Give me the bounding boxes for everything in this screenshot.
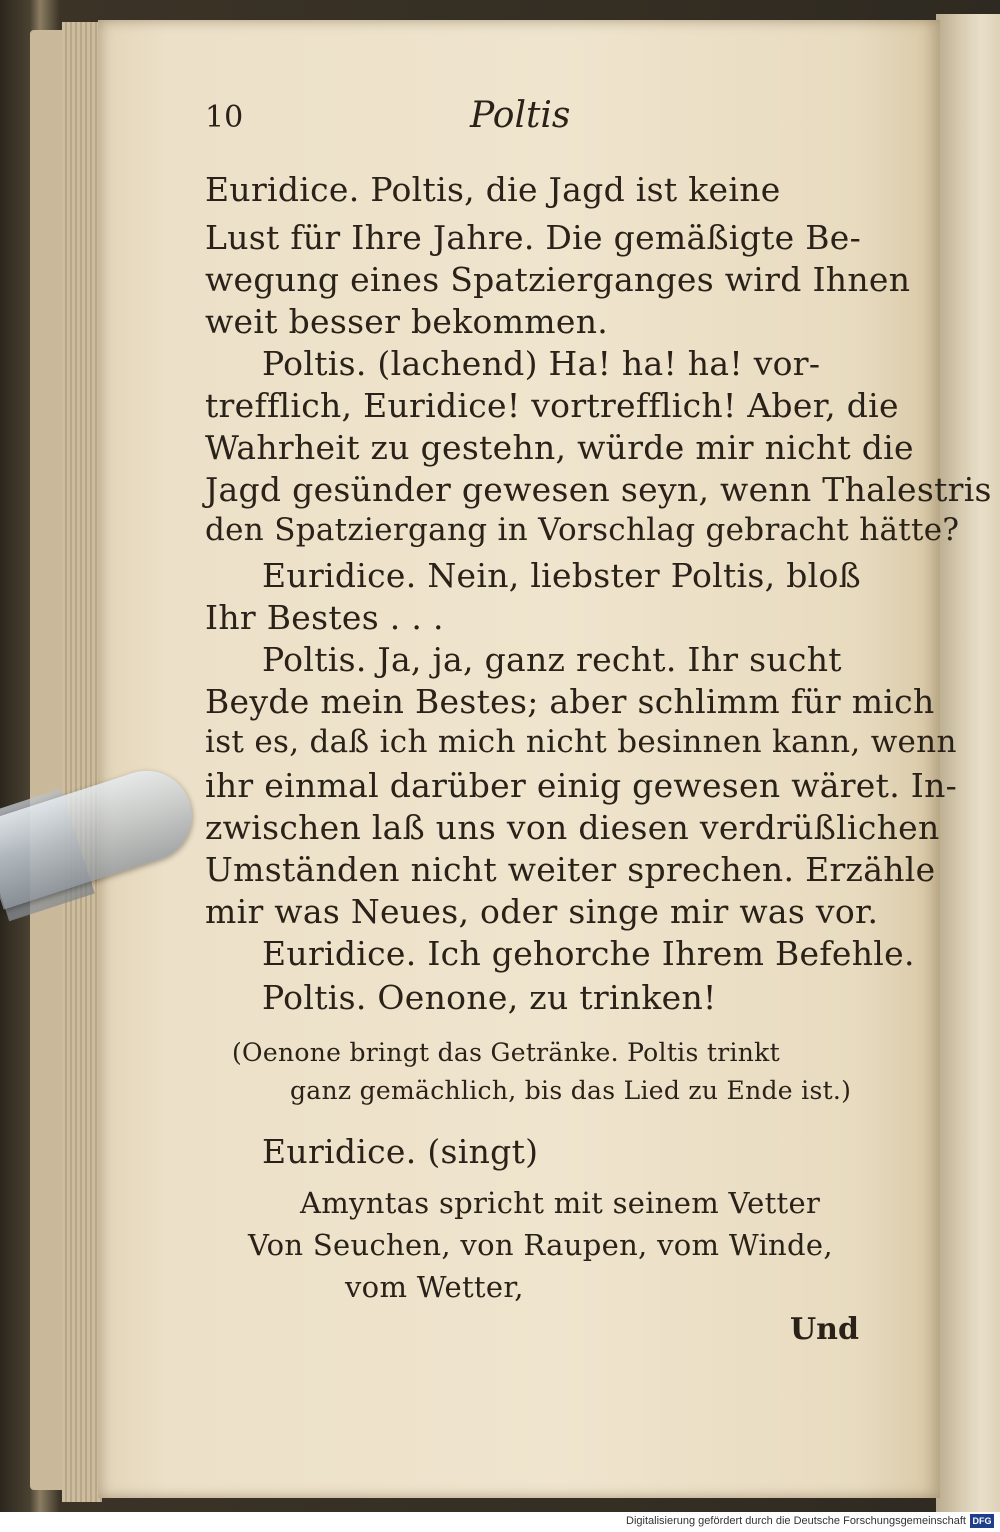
song-line: Amyntas spricht mit seinem Vetter [300,1186,821,1220]
text-line: Jagd gesünder gewesen seyn, wenn Thalestris [205,470,992,509]
stage-direction-line: (Oenone bringt das Getränke. Poltis trinkt [232,1038,780,1067]
text-line: wegung eines Spatzierganges wird Ihnen [205,260,911,299]
stage-direction-line: ganz gemächlich, bis das Lied zu Ende ist.) [290,1076,852,1105]
text-line: Lust für Ihre Jahre. Die gemäßigte Be- [205,218,862,257]
facing-page-edge [936,14,1000,1514]
footer-credit: Digitalisierung gefördert durch die Deutsche Forschungsgemeinschaft [626,1515,966,1527]
page-stack-edge [62,22,102,1502]
text-line: Euridice. Poltis, die Jagd ist keine [205,170,781,209]
text-line: mir was Neues, oder singe mir was vor. [205,892,879,931]
running-head: Poltis [470,95,571,136]
text-line: Umständen nicht weiter sprechen. Erzähle [205,850,936,889]
text-line: weit besser bekommen. [205,302,609,341]
page-number: 10 [205,100,244,135]
text-line: zwischen laß uns von diesen verdrüßlichen [205,808,940,847]
text-line: Ihr Bestes . . . [205,598,444,637]
text-line: trefflich, Euridice! vortrefflich! Aber, die [205,386,899,425]
text-line: Poltis. Oenone, zu trinken! [262,978,717,1017]
text-line: ist es, daß ich mich nicht besinnen kann, wenn [205,724,957,760]
text-line: den Spatziergang in Vorschlag gebracht hätte? [205,512,960,548]
text-line: ihr einmal darüber einig gewesen wäret. In- [205,766,958,805]
text-line: Poltis. (lachend) Ha! ha! ha! vor- [262,344,821,383]
song-line: vom Wetter, [345,1270,524,1304]
song-line: Von Seuchen, von Raupen, vom Winde, [248,1228,833,1262]
text-line: Euridice. Ich gehorche Ihrem Befehle. [262,934,915,973]
text-line: Beyde mein Bestes; aber schlimm für mich [205,682,935,721]
song-heading: Euridice. (singt) [262,1132,539,1171]
text-line: Wahrheit zu gestehn, würde mir nicht die [205,428,914,467]
dfg-logo: DFG [970,1514,994,1528]
text-line: Poltis. Ja, ja, ganz recht. Ihr sucht [262,640,842,679]
catchword: Und [790,1312,859,1347]
text-line: Euridice. Nein, liebster Poltis, bloß [262,556,861,595]
